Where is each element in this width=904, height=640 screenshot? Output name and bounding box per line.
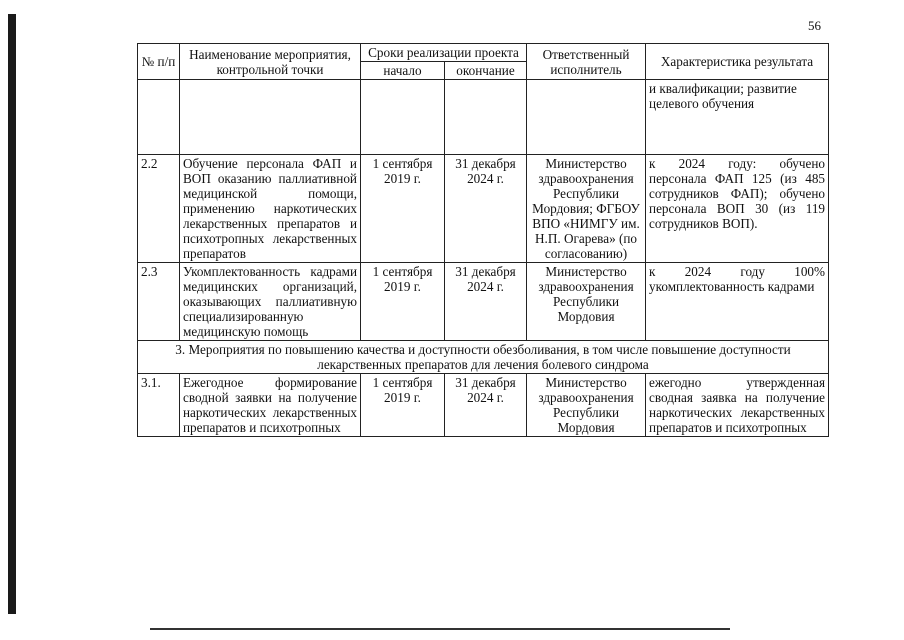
header-num: № п/п — [138, 44, 180, 80]
section-heading: 3. Мероприятия по повышению качества и доступности обезболивания, в том числе повышение доступности лекарственных препаратов для лечения болевого синдрома — [138, 341, 829, 374]
table-row — [138, 80, 829, 155]
cell-num: 3.1. — [138, 374, 180, 437]
scan-bottom-line — [150, 628, 730, 630]
cell-end: 31 декабря 2024 г. — [445, 374, 527, 437]
cell-responsible: Министерство здравоохранения Республики Мордовия — [527, 374, 646, 437]
cell-num: 2.2 — [138, 155, 180, 263]
cell-result: ежегодно утвержденная сводная заявка на получение наркотических лекарственных препаратов и психотропных — [646, 374, 829, 437]
cell-result: к 2024 году: обучено персонала ФАП 125 (из 485 сотрудников ФАП); обучено персонала ВОП 30 (из 119 сотрудников ВОП). — [646, 155, 829, 263]
table-row — [138, 155, 829, 263]
cell-responsible — [527, 80, 646, 155]
header-end: окончание — [445, 62, 527, 80]
table-row — [138, 374, 829, 437]
cell-name — [180, 80, 361, 155]
scan-edge-artifact — [8, 14, 16, 614]
cell-responsible: Министерство здравоохранения Республики Мордовия; ФГБОУ ВПО «НИМГУ им. Н.П. Огарева» (по согласованию) — [527, 155, 646, 263]
cell-start: 1 сентября 2019 г. — [361, 374, 445, 437]
cell-end: 31 декабря 2024 г. — [445, 263, 527, 341]
activities-table — [137, 43, 829, 437]
cell-name: Обучение персонала ФАП и ВОП оказанию паллиативной медицинской помощи, применению наркотических лекарственных препаратов и психотропных лекарственных препаратов — [180, 155, 361, 263]
table-header-row — [138, 44, 829, 62]
section-heading-row — [138, 341, 829, 374]
header-responsible: Ответственный исполнитель — [527, 44, 646, 80]
page-number: 56 — [808, 18, 821, 33]
cell-end — [445, 80, 527, 155]
cell-name: Укомплектованность кадрами медицинских организаций, оказывающих паллиативную специализированную медицинскую помощь — [180, 263, 361, 341]
cell-result: и квалификации; развитие целевого обучения — [646, 80, 829, 155]
cell-start — [361, 80, 445, 155]
header-terms: Сроки реализации проекта — [361, 44, 527, 62]
cell-end: 31 декабря 2024 г. — [445, 155, 527, 263]
cell-start: 1 сентября 2019 г. — [361, 263, 445, 341]
table-row — [138, 263, 829, 341]
cell-num — [138, 80, 180, 155]
cell-num: 2.3 — [138, 263, 180, 341]
cell-name: Ежегодное формирование сводной заявки на получение наркотических лекарственных препаратов и психотропных — [180, 374, 361, 437]
header-result: Характеристика результата — [646, 44, 829, 80]
cell-responsible: Министерство здравоохранения Республики Мордовия — [527, 263, 646, 341]
header-name: Наименование мероприятия, контрольной точки — [180, 44, 361, 80]
header-start: начало — [361, 62, 445, 80]
cell-result: к 2024 году 100% укомплектованность кадрами — [646, 263, 829, 341]
cell-start: 1 сентября 2019 г. — [361, 155, 445, 263]
